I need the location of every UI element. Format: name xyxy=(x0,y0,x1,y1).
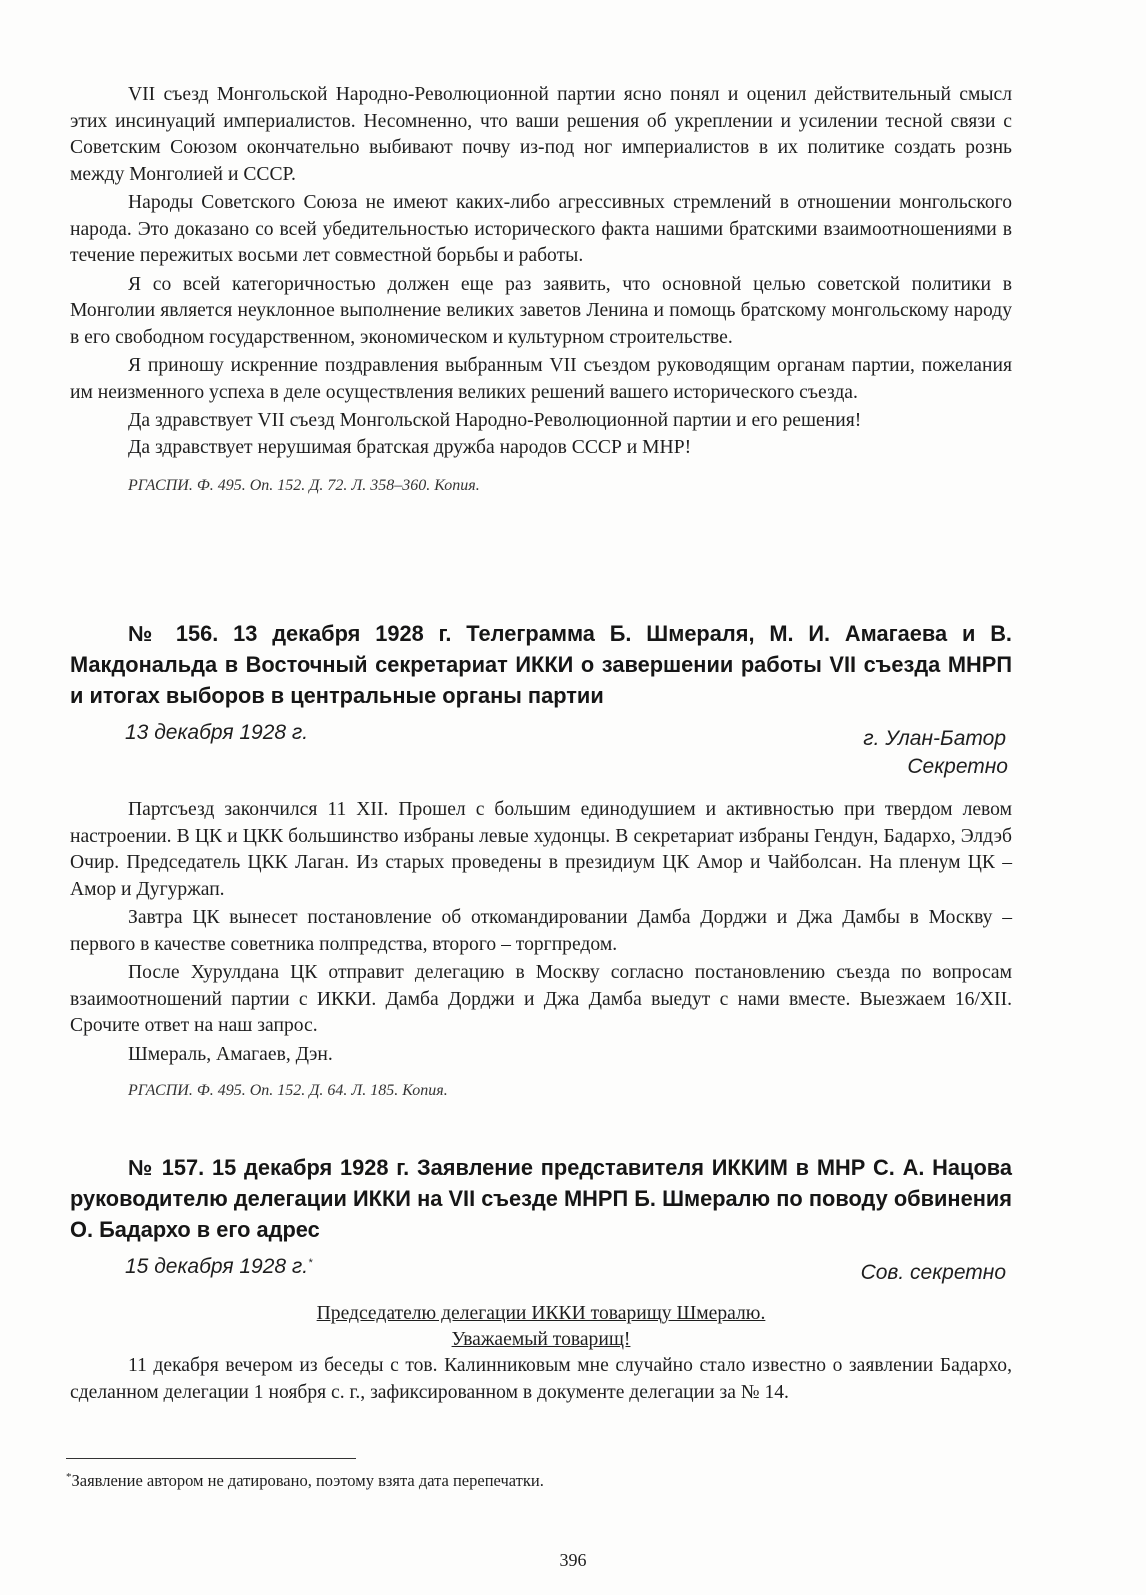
archive-citation: РГАСПИ. Ф. 495. Оп. 152. Д. 72. Л. 358–360. Копия. xyxy=(128,477,480,494)
top-text-section xyxy=(70,82,1012,497)
document-heading: № 157. 15 декабря 1928 г. Заявление представителя ИККИМ в МНР С. А. Нацова руководителю делегации ИККИ на VII съезде МНРП Б. Шмералю по поводу обвинения О. Бадархо в его адрес xyxy=(70,1155,1012,1242)
paragraph: VII съезд Монгольской Народно-Революционной партии ясно понял и оценил действительный смысл этих инсинуаций империалистов. Несомненно, что ваши решения об укреплении и усилении тесной связи с Советским Союзом окончательно выбивают почву из-под ног империалистов в их политике создать рознь между Монголией и СССР. xyxy=(70,84,1012,185)
footnote-divider xyxy=(66,1458,356,1459)
archive-citation: РГАСПИ. Ф. 495. Оп. 152. Д. 64. Л. 185. Копия. xyxy=(128,1082,448,1099)
document-date-wrap xyxy=(70,1253,312,1287)
document-date: 15 декабря 1928 г. xyxy=(125,1255,309,1278)
footnote-marker: * xyxy=(66,1471,72,1483)
footnote-text: Заявление автором не датировано, поэтому взята дата перепечатки. xyxy=(71,1471,544,1490)
paragraph: Я со всей категоричностью должен еще раз заявить, что основной целью советской политики в Монголии является неуклонное выполнение великих заветов Ленина и помощь братскому монгольскому народу в его свободном государственном, экономическом и культурном строительстве. xyxy=(70,273,1012,348)
paragraph: Народы Советского Союза не имеют каких-либо агрессивных стремлений в отношении монгольского народа. Это доказано со всей убедительностью исторического факта нашими братскими взаимоотношениями в течение пережитых восьми лет совместной борьбы и работы. xyxy=(70,192,1012,266)
dateline xyxy=(70,719,1012,753)
dateline xyxy=(70,1253,1012,1287)
footnote xyxy=(66,1470,966,1492)
document-heading: № 156. 13 декабря 1928 г. Телеграмма Б. Шмераля, М. И. Амагаева и В. Макдональда в Восточный секретариат ИККИ о завершении работы VII съезда МНРП и итогах выборов в центральные органы партии xyxy=(70,621,1012,708)
paragraph: После Хурулдана ЦК отправит делегацию в Москву согласно постановлению съезда по вопросам взаимоотношений партии с ИККИ. Дамба Дорджи и Джа Дамба выедут с нами вместе. Выезжаем 16/XII. Срочите ответ на наш запрос. xyxy=(70,962,1012,1036)
salutation-line: Уважаемый товарищ! xyxy=(451,1329,631,1350)
paragraph: 11 декабря вечером из беседы с тов. Калинниковым мне случайно стало известно о заявлении Бадархо, сделанном делегации 1 ноября с. г., зафиксированном в документе делегации за № 14. xyxy=(70,1355,1012,1403)
signature-line: Шмераль, Амагаев, Дэн. xyxy=(128,1043,333,1065)
footnote-marker: * xyxy=(308,1257,313,1269)
document-place: г. Улан-Батор xyxy=(863,727,1006,750)
addressee-line: Председателю делегации ИККИ товарищу Шмералю. xyxy=(316,1303,766,1324)
classification-stamp: Секретно xyxy=(907,755,1008,778)
paragraph: Да здравствует VII съезд Монгольской Народно-Революционной партии и его решения! xyxy=(128,410,862,431)
document-157 xyxy=(70,1152,1012,1406)
classification-stamp: Сов. секретно xyxy=(860,1261,1006,1284)
document-date: 13 декабря 1928 г. xyxy=(125,721,309,744)
paragraph: Завтра ЦК вынесет постановление об откомандировании Дамба Дорджи и Джа Дамбы в Москву – первого в качестве советника полпредства, второго – торгпредом. xyxy=(70,907,1012,955)
paragraph: Я приношу искренние поздравления выбранным VII съездом руководящим органам партии, пожелания им неизменного успеха в деле осуществления великих решений вашего исторического съезда. xyxy=(70,355,1012,403)
paragraph: Партсъезд закончился 11 XII. Прошел с большим единодушием и активностью при твердом левом настроении. В ЦК и ЦКК большинство избраны левые худонцы. В секретариат избраны Гендун, Бадархо, Элдэб Очир. Председатель ЦКК Лаган. Из старых проведены в президиум ЦК Амор и Чайболсан. На пленум ЦК – Амор и Дугуржап. xyxy=(70,799,1012,900)
paragraph: Да здравствует нерушимая братская дружба народов СССР и МНР! xyxy=(128,436,692,458)
document-156 xyxy=(70,618,1012,1102)
page-number: 396 xyxy=(559,1550,587,1570)
